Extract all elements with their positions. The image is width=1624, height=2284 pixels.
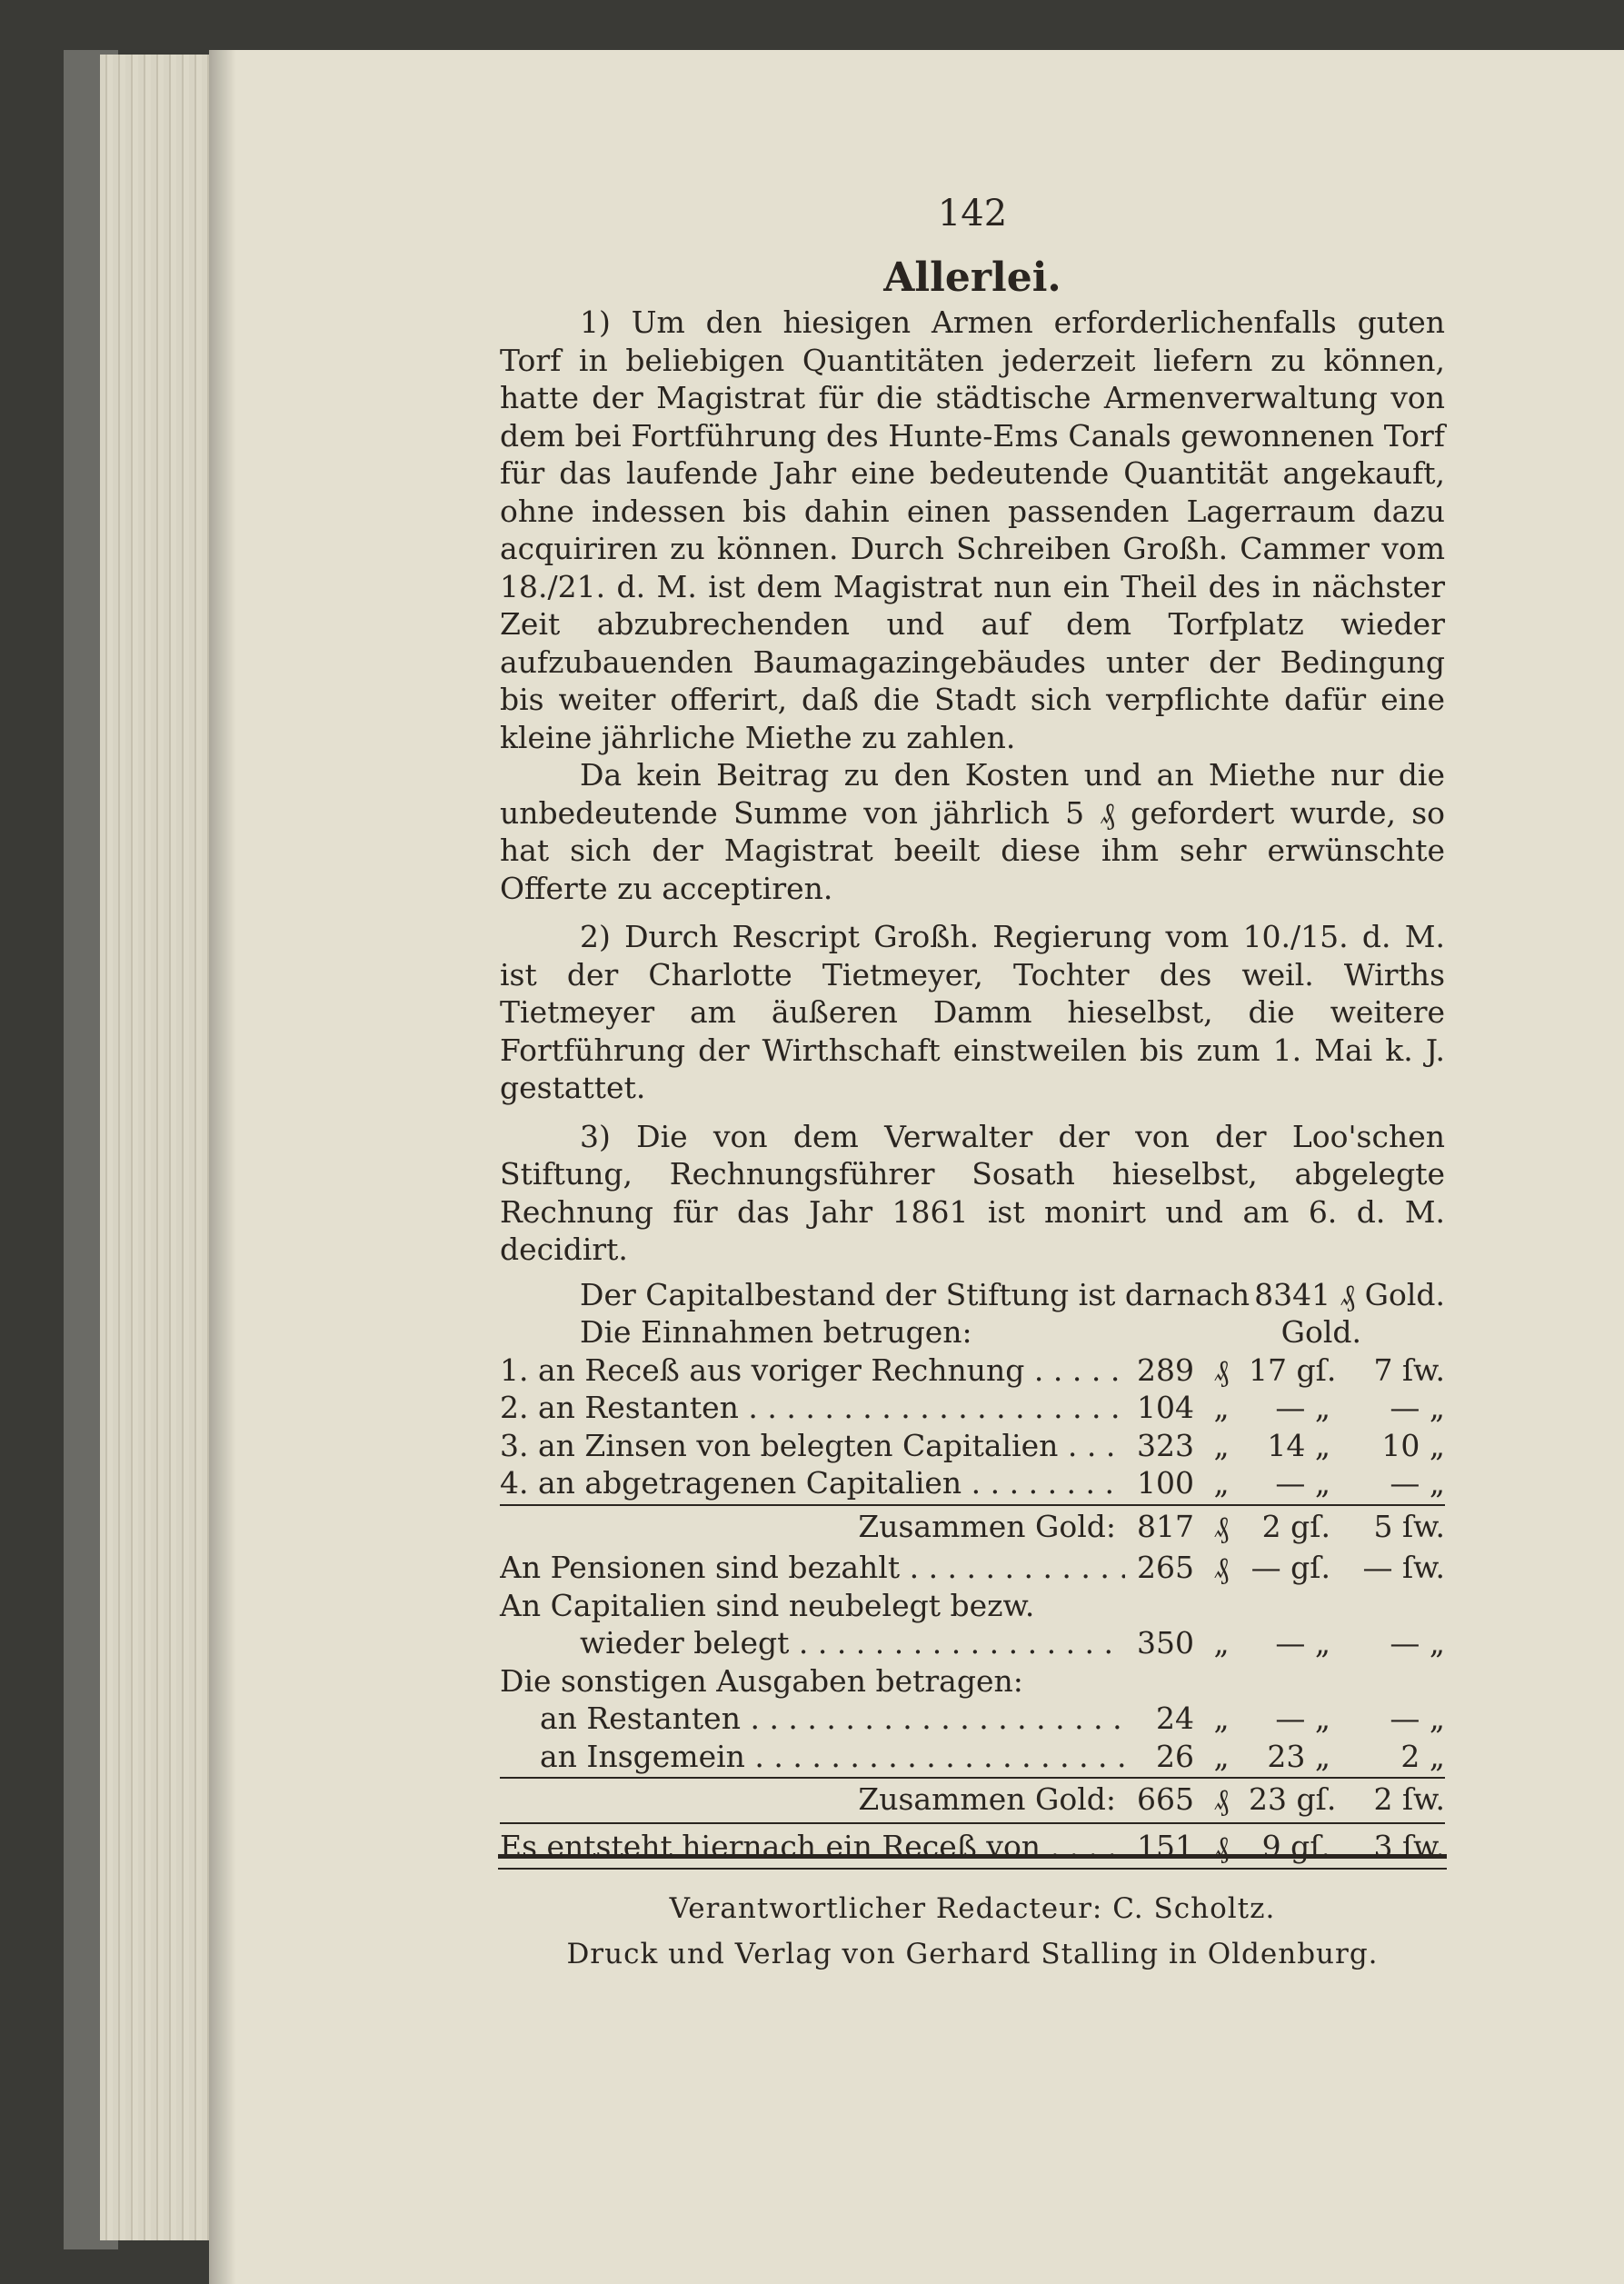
expense-sum-row: Zusammen Gold: 665 ₰ 23 gſ. 2 ſw.: [500, 1777, 1445, 1819]
printer-line: Druck und Verlag von Gerhard Stalling in Oldenburg.: [566, 1938, 1379, 1970]
table-row: wieder belegt . . . 350 „ — „ — „: [500, 1624, 1445, 1662]
paragraph-3: 2) Durch Rescript Großh. Regierung vom 10./15. d. M. ist der Charlotte Tietmeyer, Tochter des weil. Wirths Tietmeyer am äußeren Damm hieselbst, die weitere Fortführung der Wirthschaft einstweilen bis zum 1. Mai k. J. gestattet.: [500, 919, 1445, 1105]
footer-rule: [498, 1854, 1447, 1870]
table-row: 2. an Restanten . . . 104 „ — „ — „: [500, 1389, 1445, 1427]
table-row: an Restanten . . . 24 „ — „ — „: [500, 1700, 1445, 1738]
income-header-label: Die Einnahmen betrugen:: [580, 1314, 972, 1350]
page-stack-edges: [100, 55, 218, 2240]
table-row: Die sonstigen Ausgaben betragen:: [500, 1662, 1023, 1699]
result-row: Es entsteht hiernach ein Receß von . . . 151 ₰ 9 gſ. 3 ſw.: [500, 1822, 1445, 1866]
capital-amount: 8341 ₰ Gold.: [1254, 1276, 1445, 1312]
table-row: an Insgemein . . . 26 „ 23 „ 2 „: [500, 1738, 1445, 1776]
table-row: An Capitalien sind neubelegt bezw.: [500, 1587, 1035, 1623]
table-row: 3. an Zinsen von belegten Capitalien . . . 323 „ 14 „ 10 „: [500, 1427, 1445, 1465]
page-content: [500, 195, 1445, 1865]
table-row: 4. an abgetragenen Capitalien . . . 100 „ — „ — „: [500, 1464, 1445, 1502]
paragraph-2: Da kein Beitrag zu den Kosten und an Miethe nur die unbedeutende Summe von jährlich 5 ₰ gefordert wurde, so hat sich der Magistrat beeilt diese ihm sehr erwünschte Offerte zu acceptiren.: [500, 757, 1445, 906]
income-sum-row: Zusammen Gold: 817 ₰ 2 gſ. 5 ſw.: [500, 1504, 1445, 1546]
editor-line: Verantwortlicher Redacteur: C. Scholtz.: [669, 1892, 1276, 1925]
expense-table: [500, 1549, 1445, 1819]
capital-label: Der Capitalbestand der Stiftung ist darnach: [580, 1276, 1250, 1312]
paragraph-1: 1) Um den hiesigen Armen erforderlichenfalls guten Torf in beliebigen Quantitäten jederzeit liefern zu können, hatte der Magistrat für die städtische Armenverwaltung von dem bei Fortführung des Hunte-Ems Canals gewonnenen Torf für das laufende Jahr eine bedeutende Quantität angekauft, ohne indessen bis dahin einen passenden Lagerraum dazu acquiriren zu können. Durch Schreiben Großh. Cammer vom 18./21. d. M. ist dem Magistrat nun ein Theil des in nächster Zeit abzubrechenden und auf dem Torfplatz wieder aufzubauenden Baumagazingebäudes unter der Bedingung bis weiter offerirt, daß die Stadt sich verpflichte dafür eine kleine jährliche Miethe zu zahlen.: [500, 304, 1445, 755]
income-table: [500, 1351, 1445, 1546]
income-header-currency: Gold.: [1280, 1314, 1361, 1350]
paragraph-4: 3) Die von dem Verwalter der von der Loo'schen Stiftung, Rechnungsführer Sosath hieselbst, abgelegte Rechnung für das Jahr 1861 ist monirt und am 6. d. M. decidirt.: [500, 1118, 1445, 1267]
page-number: 142: [937, 193, 1008, 234]
page-gutter-shadow: [209, 50, 236, 2284]
table-row: An Pensionen sind bezahlt . . . 265 ₰ — gſ. — ſw.: [500, 1549, 1445, 1587]
table-row: 1. an Receß aus voriger Rechnung . . . 289 ₰ 17 gſ. 7 ſw.: [500, 1351, 1445, 1390]
footer: [498, 1886, 1447, 1977]
capital-line: [500, 1276, 1445, 1314]
income-header: [500, 1313, 1445, 1351]
section-heading: Allerlei.: [883, 254, 1061, 301]
